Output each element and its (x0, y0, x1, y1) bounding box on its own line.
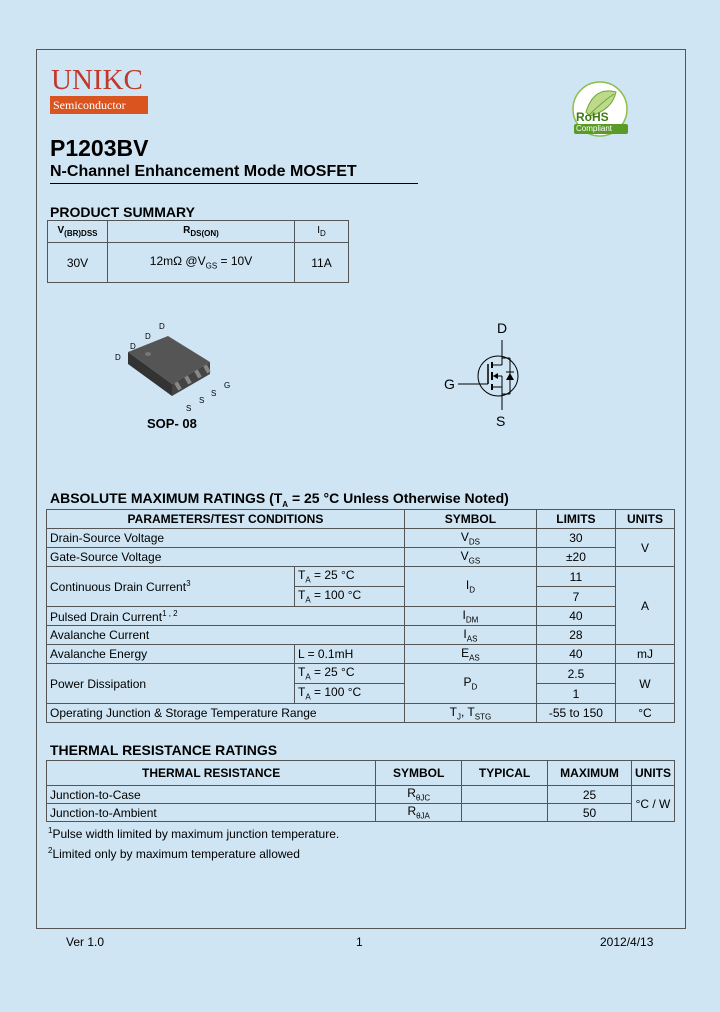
brand-logo: UNIKC (51, 64, 143, 96)
col-units: UNITS (615, 510, 674, 529)
pin-g: G (224, 381, 231, 390)
table-row: $T_A = 100$ °C 1 (47, 684, 675, 704)
col-symbol: SYMBOL (404, 510, 536, 529)
symbol-source-label: S (496, 413, 506, 429)
table-row: Avalanche Current $I_{AS}$ 28 (47, 626, 675, 645)
summary-vbr-value: 30V (48, 243, 108, 283)
mosfet-symbol (440, 320, 530, 430)
package-chip-icon (110, 322, 240, 412)
unit-volts: V (615, 529, 674, 567)
pin-d3: D (145, 332, 151, 341)
symbol-drain-label: D (497, 320, 508, 336)
note-1: $^1$Pulse width limited by maximum junction temperature. (48, 826, 340, 841)
table-row: Power Dissipation $T_A = 25$ °C $P_D$ 2.5 W (47, 664, 675, 684)
table-row: Junction-to-Ambient $R_{\theta JA}$ 50 (47, 804, 675, 822)
part-description: N-Channel Enhancement Mode MOSFET (50, 163, 357, 180)
rohs-badge (566, 80, 636, 145)
summary-rds-value: 12mΩ $@V_{GS} = 10V$ (108, 243, 295, 283)
footer-page: 1 (356, 935, 363, 949)
pin-s1: S (186, 404, 192, 413)
rohs-label: RoHS (576, 110, 609, 124)
footer-date: 2012/4/13 (600, 935, 654, 949)
pin-s2: S (199, 396, 205, 405)
table-row: Avalanche Energy L = 0.1mH $E_{AS}$ 40 mJ (47, 645, 675, 664)
product-summary-table (47, 220, 349, 283)
pin-s3: S (211, 389, 217, 398)
mosfet-schematic-icon (440, 320, 530, 430)
table-row: Operating Junction & Storage Temperature Range $T_J$, $T_{STG}$ -55 to 150 °C (47, 704, 675, 723)
abs-max-table (46, 509, 675, 723)
table-row: Continuous Drain Current$^3$ $T_A = 25$ °C $I_D$ 11 A (47, 567, 675, 587)
table-row: Gate-Source Voltage $V_{GS}$ ±20 (47, 548, 675, 567)
table-row: Junction-to-Case $R_{\theta JC}$ 25 °C / W (47, 786, 675, 804)
symbol-gate-label: G (444, 376, 455, 392)
product-summary-heading: PRODUCT SUMMARY (50, 204, 195, 220)
table-row: $T_A = 100$ °C 7 (47, 587, 675, 607)
pin-d4: D (159, 322, 165, 331)
sop8-package (110, 322, 240, 412)
table-row: Drain-Source Voltage $V_{DS}$ 30 V (47, 529, 675, 548)
col-vbr: $V_{(BR)DSS}$ (48, 221, 108, 243)
thermal-table: THERMAL RESISTANCE SYMBOL TYPICAL MAXIMUM UNITS Junction-to-Case $R_{\theta JC}$ 25 °C / W Junction-to-Ambient $R_{\theta JA}$ 50 (46, 760, 675, 822)
title-underline (50, 183, 418, 184)
col-id: $I_D$ (295, 221, 349, 243)
table-row: Pulsed Drain Current$^{1 , 2}$ $I_{DM}$ 40 (47, 607, 675, 626)
summary-id-value: 11A (295, 243, 349, 283)
package-name: SOP- 08 (147, 416, 197, 431)
col-rds: $R_{DS(ON)}$ (108, 221, 295, 243)
part-number: P1203BV (50, 135, 149, 161)
pin-d1: D (115, 353, 121, 362)
thermal-heading: THERMAL RESISTANCE RATINGS (50, 742, 278, 758)
rohs-status: Compliant (576, 124, 613, 133)
col-param: PARAMETERS/TEST CONDITIONS (47, 510, 405, 529)
unit-amps: A (615, 567, 674, 645)
note-2: $^2$Limited only by maximum temperature allowed (48, 846, 300, 861)
footer-version: Ver 1.0 (66, 935, 105, 949)
abs-max-heading: ABSOLUTE MAXIMUM RATINGS ($T_A = 25$ °C Unless Otherwise Noted) (50, 490, 509, 509)
col-limits: LIMITS (536, 510, 615, 529)
pin-d2: D (130, 342, 136, 351)
brand-tagline: Semiconductor (50, 96, 148, 114)
